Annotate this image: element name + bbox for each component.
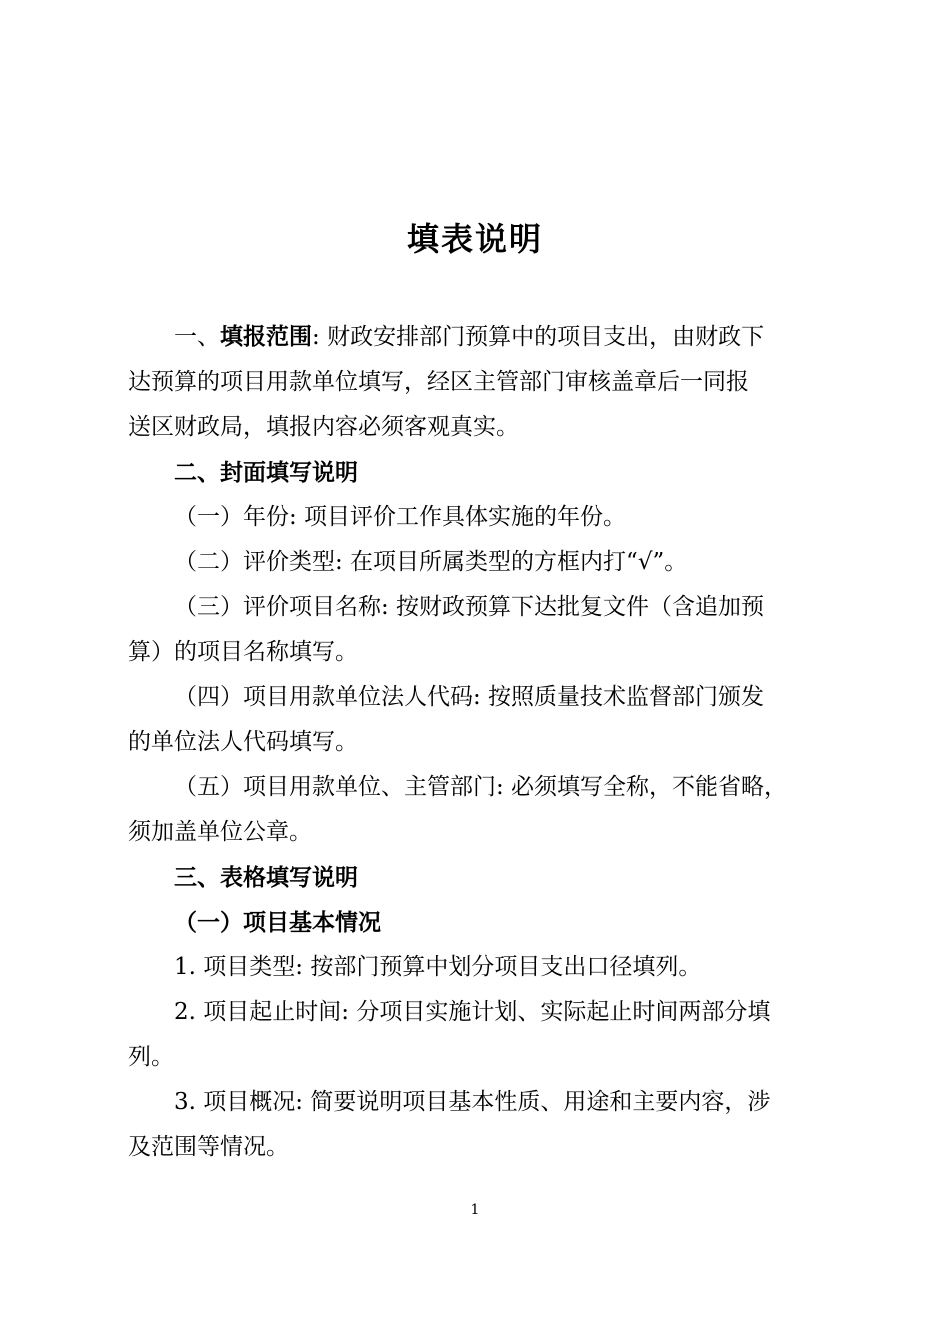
cover-item-project-name-cont: 算）的项目名称填写。: [128, 639, 358, 665]
section-heading: 二、封面填写说明: [174, 459, 358, 486]
page-number: 1: [470, 1202, 480, 1218]
table-item-project-overview-cont: 及范围等情况。: [128, 1134, 289, 1160]
table-item-project-type: 1. 项目类型: 按部门预算中划分项目支出口径填列。: [174, 954, 702, 980]
cover-item-evaluation-type: （二）评价类型: 在项目所属类型的方框内打“√”。: [174, 549, 688, 575]
cover-item-legal-code-cont: 的单位法人代码填写。: [128, 729, 358, 755]
document-title: 填表说明: [406, 220, 543, 258]
table-item-project-period-cont: 列。: [128, 1044, 174, 1070]
document-body: [128, 314, 824, 1170]
cover-item-units-cont: 须加盖单位公章。: [128, 819, 312, 845]
section-table-instructions: [128, 855, 824, 1170]
section-cover-instructions: [128, 450, 824, 855]
section-fill-scope-line-1: [128, 314, 824, 360]
paragraph-line: 送区财政局，填报内容必须客观真实。: [128, 414, 519, 440]
section-heading: 填报范围: [220, 323, 312, 350]
cover-item-year: （一）年份: 项目评价工作具体实施的年份。: [174, 504, 627, 530]
subsection-heading: （一）项目基本情况: [174, 909, 381, 936]
table-item-project-period: 2. 项目起止时间: 分项目实施计划、实际起止时间两部分填: [174, 999, 771, 1025]
paragraph-text: 财政安排部门预算中的项目支出，由财政下: [327, 324, 765, 350]
section-number: 一、: [174, 324, 220, 350]
table-item-project-overview: 3. 项目概况: 简要说明项目基本性质、用途和主要内容，涉: [174, 1089, 771, 1115]
section-heading: 三、表格填写说明: [174, 864, 358, 891]
paragraph-line: 达预算的项目用款单位填写，经区主管部门审核盖章后一同报: [128, 369, 749, 395]
cover-item-units: （五）项目用款单位、主管部门: 必须填写全称，不能省略，: [174, 774, 788, 800]
cover-item-project-name: （三）评价项目名称: 按财政预算下达批复文件（含追加预: [174, 594, 765, 620]
cover-item-legal-code: （四）项目用款单位法人代码: 按照质量技术监督部门颁发: [174, 684, 765, 710]
heading-colon: :: [312, 324, 328, 350]
section-fill-scope: [128, 314, 824, 450]
